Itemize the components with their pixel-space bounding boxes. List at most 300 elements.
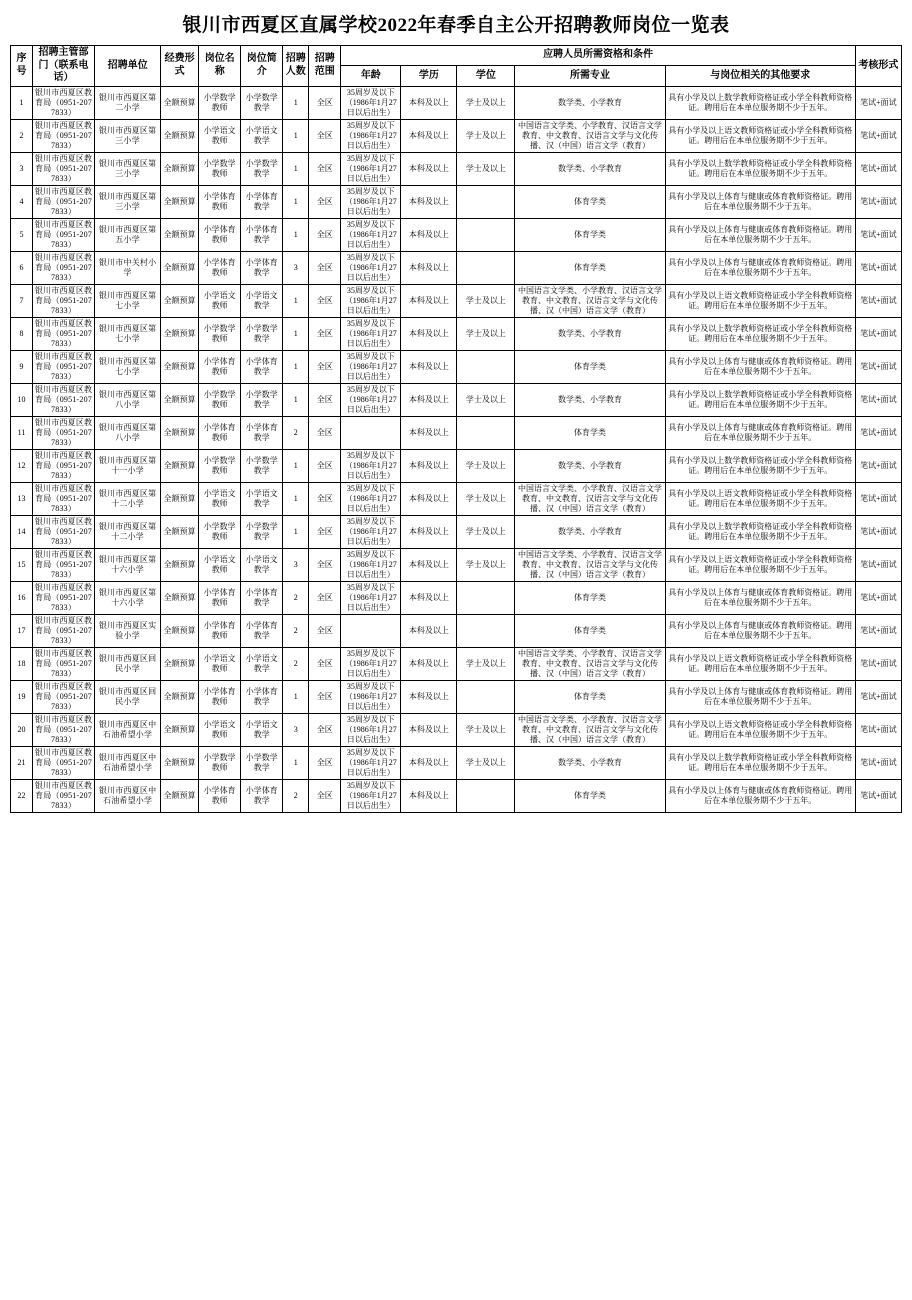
cell-unit: 银川市西夏区中石油希望小学 — [95, 713, 161, 746]
cell-degree — [457, 251, 515, 284]
cell-major: 数学类、小学教育 — [515, 383, 665, 416]
header-unit: 招聘单位 — [95, 46, 161, 87]
cell-num: 1 — [283, 350, 309, 383]
cell-post_brief: 小学体育教学 — [241, 416, 283, 449]
cell-post_name: 小学数学教师 — [199, 515, 241, 548]
cell-fund: 全额预算 — [161, 218, 199, 251]
cell-education: 本科及以上 — [401, 779, 457, 812]
cell-dept: 银川市西夏区教育局（0951-2077833） — [33, 416, 95, 449]
cell-education: 本科及以上 — [401, 218, 457, 251]
cell-scope: 全区 — [309, 647, 341, 680]
cell-post_brief: 小学体育教学 — [241, 185, 283, 218]
table-row — [11, 119, 902, 152]
cell-fund: 全额预算 — [161, 779, 199, 812]
cell-dept: 银川市西夏区教育局（0951-2077833） — [33, 350, 95, 383]
cell-dept: 银川市西夏区教育局（0951-2077833） — [33, 779, 95, 812]
cell-other: 具有小学及以上体育与健康或体育教师资格证。聘用后在本单位服务期不少于五年。 — [665, 350, 855, 383]
cell-unit: 银川市西夏区第二小学 — [95, 86, 161, 119]
cell-unit: 银川市西夏区第七小学 — [95, 317, 161, 350]
cell-post_brief: 小学语文教学 — [241, 647, 283, 680]
cell-scope: 全区 — [309, 746, 341, 779]
cell-num: 1 — [283, 152, 309, 185]
cell-scope: 全区 — [309, 119, 341, 152]
cell-num: 1 — [283, 317, 309, 350]
cell-num: 1 — [283, 746, 309, 779]
cell-exam: 笔试+面试 — [855, 119, 901, 152]
cell-post_name: 小学体育教师 — [199, 581, 241, 614]
cell-major: 体育学类 — [515, 218, 665, 251]
cell-degree: 学士及以上 — [457, 647, 515, 680]
cell-seq: 6 — [11, 251, 33, 284]
header-num: 招聘人数 — [283, 46, 309, 87]
cell-education: 本科及以上 — [401, 581, 457, 614]
cell-fund: 全额预算 — [161, 548, 199, 581]
table-row — [11, 581, 902, 614]
cell-fund: 全额预算 — [161, 746, 199, 779]
cell-degree: 学士及以上 — [457, 284, 515, 317]
cell-seq: 5 — [11, 218, 33, 251]
table-header — [11, 46, 902, 87]
cell-post_name: 小学体育教师 — [199, 416, 241, 449]
header-scope: 招聘范围 — [309, 46, 341, 87]
cell-scope: 全区 — [309, 317, 341, 350]
cell-education: 本科及以上 — [401, 284, 457, 317]
cell-education: 本科及以上 — [401, 152, 457, 185]
cell-age: 35周岁及以下（1986年1月27日以后出生） — [341, 152, 401, 185]
cell-age: 35周岁及以下（1986年1月27日以后出生） — [341, 647, 401, 680]
cell-fund: 全额预算 — [161, 383, 199, 416]
cell-exam: 笔试+面试 — [855, 350, 901, 383]
cell-degree: 学士及以上 — [457, 482, 515, 515]
cell-post_name: 小学体育教师 — [199, 218, 241, 251]
cell-post_brief: 小学语文教学 — [241, 284, 283, 317]
cell-scope: 全区 — [309, 614, 341, 647]
cell-post_name: 小学语文教师 — [199, 647, 241, 680]
cell-major: 体育学类 — [515, 251, 665, 284]
cell-degree — [457, 416, 515, 449]
cell-dept: 银川市西夏区教育局（0951-2077833） — [33, 515, 95, 548]
cell-age: 35周岁及以下（1986年1月27日以后出生） — [341, 449, 401, 482]
cell-scope: 全区 — [309, 416, 341, 449]
cell-degree — [457, 680, 515, 713]
cell-degree — [457, 350, 515, 383]
cell-fund: 全额预算 — [161, 482, 199, 515]
cell-num: 1 — [283, 515, 309, 548]
cell-exam: 笔试+面试 — [855, 86, 901, 119]
cell-age: 35周岁及以下（1986年1月27日以后出生） — [341, 713, 401, 746]
cell-degree — [457, 185, 515, 218]
cell-seq: 14 — [11, 515, 33, 548]
table-row — [11, 86, 902, 119]
cell-other: 具有小学及以上体育与健康或体育教师资格证。聘用后在本单位服务期不少于五年。 — [665, 614, 855, 647]
cell-post_brief: 小学数学教学 — [241, 383, 283, 416]
cell-seq: 21 — [11, 746, 33, 779]
cell-num: 2 — [283, 581, 309, 614]
cell-education: 本科及以上 — [401, 449, 457, 482]
cell-major: 中国语言文学类、小学教育、汉语言文学教育、中文教育、汉语言文学与文化传播、汉（中国）语言文学（教育） — [515, 119, 665, 152]
cell-degree — [457, 581, 515, 614]
cell-dept: 银川市西夏区教育局（0951-2077833） — [33, 482, 95, 515]
cell-post_name: 小学数学教师 — [199, 746, 241, 779]
cell-unit: 银川市西夏区第五小学 — [95, 218, 161, 251]
cell-education: 本科及以上 — [401, 647, 457, 680]
cell-fund: 全额预算 — [161, 614, 199, 647]
cell-exam: 笔试+面试 — [855, 251, 901, 284]
cell-other: 具有小学及以上数学教师资格证或小学全科教师资格证。聘用后在本单位服务期不少于五年。 — [665, 86, 855, 119]
header-education: 学历 — [401, 66, 457, 86]
cell-scope: 全区 — [309, 779, 341, 812]
cell-fund: 全额预算 — [161, 185, 199, 218]
header-other: 与岗位相关的其他要求 — [665, 66, 855, 86]
cell-major: 数学类、小学教育 — [515, 317, 665, 350]
table-row — [11, 548, 902, 581]
cell-degree: 学士及以上 — [457, 515, 515, 548]
cell-dept: 银川市西夏区教育局（0951-2077833） — [33, 317, 95, 350]
cell-fund: 全额预算 — [161, 515, 199, 548]
cell-dept: 银川市西夏区教育局（0951-2077833） — [33, 218, 95, 251]
cell-post_name: 小学数学教师 — [199, 449, 241, 482]
cell-post_brief: 小学体育教学 — [241, 581, 283, 614]
table-row — [11, 218, 902, 251]
cell-unit: 银川市西夏区第十六小学 — [95, 581, 161, 614]
cell-post_brief: 小学数学教学 — [241, 746, 283, 779]
cell-age: 35周岁及以下（1986年1月27日以后出生） — [341, 746, 401, 779]
cell-unit: 银川市西夏区第八小学 — [95, 416, 161, 449]
cell-fund: 全额预算 — [161, 317, 199, 350]
cell-education: 本科及以上 — [401, 185, 457, 218]
table-row — [11, 779, 902, 812]
cell-post_name: 小学语文教师 — [199, 482, 241, 515]
cell-unit: 银川市西夏区第八小学 — [95, 383, 161, 416]
cell-major: 中国语言文学类、小学教育、汉语言文学教育、中文教育、汉语言文学与文化传播、汉（中国）语言文学（教育） — [515, 284, 665, 317]
cell-post_name: 小学体育教师 — [199, 350, 241, 383]
cell-degree — [457, 218, 515, 251]
cell-fund: 全额预算 — [161, 680, 199, 713]
cell-other: 具有小学及以上体育与健康或体育教师资格证。聘用后在本单位服务期不少于五年。 — [665, 185, 855, 218]
cell-degree: 学士及以上 — [457, 119, 515, 152]
cell-other: 具有小学及以上数学教师资格证或小学全科教师资格证。聘用后在本单位服务期不少于五年。 — [665, 317, 855, 350]
cell-exam: 笔试+面试 — [855, 284, 901, 317]
cell-other: 具有小学及以上语文教师资格证或小学全科教师资格证。聘用后在本单位服务期不少于五年。 — [665, 284, 855, 317]
cell-age: 35周岁及以下（1986年1月27日以后出生） — [341, 581, 401, 614]
table-body — [11, 86, 902, 812]
cell-exam: 笔试+面试 — [855, 713, 901, 746]
header-seq: 序号 — [11, 46, 33, 87]
cell-scope: 全区 — [309, 152, 341, 185]
cell-degree — [457, 614, 515, 647]
cell-major: 体育学类 — [515, 680, 665, 713]
cell-age: 35周岁及以下（1986年1月27日以后出生） — [341, 548, 401, 581]
cell-other: 具有小学及以上数学教师资格证或小学全科教师资格证。聘用后在本单位服务期不少于五年。 — [665, 449, 855, 482]
cell-seq: 18 — [11, 647, 33, 680]
cell-seq: 22 — [11, 779, 33, 812]
cell-major: 数学类、小学教育 — [515, 746, 665, 779]
cell-unit: 银川市西夏区第十一小学 — [95, 449, 161, 482]
cell-seq: 8 — [11, 317, 33, 350]
cell-dept: 银川市西夏区教育局（0951-2077833） — [33, 86, 95, 119]
cell-education: 本科及以上 — [401, 548, 457, 581]
cell-num: 1 — [283, 482, 309, 515]
header-dept: 招聘主管部门（联系电话） — [33, 46, 95, 87]
cell-unit: 银川市西夏区第七小学 — [95, 350, 161, 383]
cell-post_name: 小学体育教师 — [199, 680, 241, 713]
cell-age: 35周岁及以下（1986年1月27日以后出生） — [341, 251, 401, 284]
header-exam: 考核形式 — [855, 46, 901, 87]
cell-other: 具有小学及以上数学教师资格证或小学全科教师资格证。聘用后在本单位服务期不少于五年。 — [665, 383, 855, 416]
cell-post_brief: 小学数学教学 — [241, 317, 283, 350]
cell-other: 具有小学及以上语文教师资格证或小学全科教师资格证。聘用后在本单位服务期不少于五年。 — [665, 713, 855, 746]
cell-scope: 全区 — [309, 581, 341, 614]
table-row — [11, 416, 902, 449]
cell-dept: 银川市西夏区教育局（0951-2077833） — [33, 449, 95, 482]
cell-education: 本科及以上 — [401, 317, 457, 350]
cell-education: 本科及以上 — [401, 86, 457, 119]
cell-num: 1 — [283, 383, 309, 416]
cell-age: 35周岁及以下（1986年1月27日以后出生） — [341, 317, 401, 350]
cell-exam: 笔试+面试 — [855, 515, 901, 548]
cell-num: 1 — [283, 218, 309, 251]
cell-post_brief: 小学语文教学 — [241, 119, 283, 152]
cell-post_brief: 小学数学教学 — [241, 152, 283, 185]
cell-age: 35周岁及以下（1986年1月27日以后出生） — [341, 779, 401, 812]
header-post-name: 岗位名称 — [199, 46, 241, 87]
table-row — [11, 515, 902, 548]
cell-exam: 笔试+面试 — [855, 482, 901, 515]
cell-degree: 学士及以上 — [457, 548, 515, 581]
cell-scope: 全区 — [309, 449, 341, 482]
cell-exam: 笔试+面试 — [855, 416, 901, 449]
header-major: 所需专业 — [515, 66, 665, 86]
cell-exam: 笔试+面试 — [855, 680, 901, 713]
cell-num: 1 — [283, 185, 309, 218]
cell-major: 体育学类 — [515, 350, 665, 383]
cell-scope: 全区 — [309, 515, 341, 548]
cell-dept: 银川市西夏区教育局（0951-2077833） — [33, 284, 95, 317]
cell-fund: 全额预算 — [161, 152, 199, 185]
cell-age — [341, 614, 401, 647]
cell-exam: 笔试+面试 — [855, 746, 901, 779]
cell-education: 本科及以上 — [401, 350, 457, 383]
cell-fund: 全额预算 — [161, 713, 199, 746]
cell-major: 体育学类 — [515, 779, 665, 812]
cell-num: 2 — [283, 647, 309, 680]
table-row — [11, 350, 902, 383]
cell-other: 具有小学及以上体育与健康或体育教师资格证。聘用后在本单位服务期不少于五年。 — [665, 218, 855, 251]
cell-unit: 银川市西夏区第三小学 — [95, 119, 161, 152]
cell-post_name: 小学数学教师 — [199, 383, 241, 416]
cell-education: 本科及以上 — [401, 713, 457, 746]
cell-education: 本科及以上 — [401, 515, 457, 548]
cell-post_name: 小学体育教师 — [199, 251, 241, 284]
cell-num: 3 — [283, 713, 309, 746]
header-row-1 — [11, 46, 902, 66]
page-title: 银川市西夏区直属学校2022年春季自主公开招聘教师岗位一览表 — [182, 15, 730, 36]
cell-num: 2 — [283, 779, 309, 812]
cell-post_name: 小学数学教师 — [199, 86, 241, 119]
cell-education: 本科及以上 — [401, 119, 457, 152]
cell-fund: 全额预算 — [161, 251, 199, 284]
cell-education: 本科及以上 — [401, 416, 457, 449]
cell-unit: 银川市西夏区回民小学 — [95, 680, 161, 713]
cell-num: 1 — [283, 86, 309, 119]
cell-num: 1 — [283, 680, 309, 713]
table-row — [11, 713, 902, 746]
table-row — [11, 251, 902, 284]
cell-education: 本科及以上 — [401, 746, 457, 779]
table-row — [11, 152, 902, 185]
cell-post_name: 小学语文教师 — [199, 119, 241, 152]
cell-post_name: 小学语文教师 — [199, 548, 241, 581]
cell-age: 35周岁及以下（1986年1月27日以后出生） — [341, 482, 401, 515]
cell-fund: 全额预算 — [161, 416, 199, 449]
cell-seq: 4 — [11, 185, 33, 218]
cell-seq: 7 — [11, 284, 33, 317]
cell-fund: 全额预算 — [161, 581, 199, 614]
cell-num: 1 — [283, 119, 309, 152]
cell-dept: 银川市西夏区教育局（0951-2077833） — [33, 647, 95, 680]
cell-education: 本科及以上 — [401, 680, 457, 713]
cell-scope: 全区 — [309, 350, 341, 383]
cell-age: 35周岁及以下（1986年1月27日以后出生） — [341, 185, 401, 218]
cell-dept: 银川市西夏区教育局（0951-2077833） — [33, 383, 95, 416]
cell-fund: 全额预算 — [161, 119, 199, 152]
cell-dept: 银川市西夏区教育局（0951-2077833） — [33, 119, 95, 152]
cell-degree: 学士及以上 — [457, 317, 515, 350]
cell-education: 本科及以上 — [401, 383, 457, 416]
table-row — [11, 680, 902, 713]
cell-post_brief: 小学体育教学 — [241, 350, 283, 383]
cell-unit: 银川市西夏区第七小学 — [95, 284, 161, 317]
header-fund: 经费形式 — [161, 46, 199, 87]
header-qualification-group: 应聘人员所需资格和条件 — [341, 46, 856, 66]
cell-scope: 全区 — [309, 383, 341, 416]
cell-age: 35周岁及以下（1986年1月27日以后出生） — [341, 515, 401, 548]
header-age: 年龄 — [341, 66, 401, 86]
cell-num: 1 — [283, 284, 309, 317]
cell-post_brief: 小学语文教学 — [241, 482, 283, 515]
cell-other: 具有小学及以上体育与健康或体育教师资格证。聘用后在本单位服务期不少于五年。 — [665, 779, 855, 812]
cell-education: 本科及以上 — [401, 251, 457, 284]
cell-age: 35周岁及以下（1986年1月27日以后出生） — [341, 86, 401, 119]
cell-major: 数学类、小学教育 — [515, 449, 665, 482]
cell-major: 数学类、小学教育 — [515, 515, 665, 548]
cell-major: 体育学类 — [515, 185, 665, 218]
cell-exam: 笔试+面试 — [855, 383, 901, 416]
cell-scope: 全区 — [309, 86, 341, 119]
recruitment-table — [10, 45, 902, 813]
cell-other: 具有小学及以上数学教师资格证或小学全科教师资格证。聘用后在本单位服务期不少于五年。 — [665, 515, 855, 548]
table-row — [11, 317, 902, 350]
cell-unit: 银川市西夏区回民小学 — [95, 647, 161, 680]
cell-education: 本科及以上 — [401, 614, 457, 647]
cell-scope: 全区 — [309, 482, 341, 515]
cell-other: 具有小学及以上体育与健康或体育教师资格证。聘用后在本单位服务期不少于五年。 — [665, 251, 855, 284]
cell-post_name: 小学体育教师 — [199, 614, 241, 647]
cell-age: 35周岁及以下（1986年1月27日以后出生） — [341, 350, 401, 383]
cell-other: 具有小学及以上数学教师资格证或小学全科教师资格证。聘用后在本单位服务期不少于五年。 — [665, 152, 855, 185]
cell-num: 3 — [283, 548, 309, 581]
table-row — [11, 746, 902, 779]
cell-fund: 全额预算 — [161, 284, 199, 317]
cell-unit: 银川市西夏区第十二小学 — [95, 515, 161, 548]
cell-seq: 17 — [11, 614, 33, 647]
cell-unit: 银川市西夏区第十六小学 — [95, 548, 161, 581]
cell-other: 具有小学及以上体育与健康或体育教师资格证。聘用后在本单位服务期不少于五年。 — [665, 416, 855, 449]
cell-exam: 笔试+面试 — [855, 449, 901, 482]
cell-exam: 笔试+面试 — [855, 614, 901, 647]
cell-dept: 银川市西夏区教育局（0951-2077833） — [33, 614, 95, 647]
cell-other: 具有小学及以上体育与健康或体育教师资格证。聘用后在本单位服务期不少于五年。 — [665, 680, 855, 713]
cell-major: 中国语言文学类、小学教育、汉语言文学教育、中文教育、汉语言文学与文化传播、汉（中国）语言文学（教育） — [515, 647, 665, 680]
cell-unit: 银川市西夏区中石油希望小学 — [95, 746, 161, 779]
cell-exam: 笔试+面试 — [855, 548, 901, 581]
cell-unit: 银川市西夏区实验小学 — [95, 614, 161, 647]
cell-fund: 全额预算 — [161, 86, 199, 119]
cell-scope: 全区 — [309, 548, 341, 581]
cell-age: 35周岁及以下（1986年1月27日以后出生） — [341, 680, 401, 713]
cell-exam: 笔试+面试 — [855, 647, 901, 680]
cell-degree: 学士及以上 — [457, 713, 515, 746]
cell-age: 35周岁及以下（1986年1月27日以后出生） — [341, 119, 401, 152]
cell-age — [341, 416, 401, 449]
cell-post_brief: 小学体育教学 — [241, 614, 283, 647]
cell-seq: 20 — [11, 713, 33, 746]
cell-dept: 银川市西夏区教育局（0951-2077833） — [33, 680, 95, 713]
cell-seq: 16 — [11, 581, 33, 614]
cell-exam: 笔试+面试 — [855, 185, 901, 218]
cell-unit: 银川市西夏区第三小学 — [95, 152, 161, 185]
cell-num: 2 — [283, 416, 309, 449]
cell-major: 体育学类 — [515, 581, 665, 614]
cell-unit: 银川市西夏区第三小学 — [95, 185, 161, 218]
cell-age: 35周岁及以下（1986年1月27日以后出生） — [341, 383, 401, 416]
cell-post_brief: 小学体育教学 — [241, 680, 283, 713]
cell-seq: 12 — [11, 449, 33, 482]
cell-post_brief: 小学体育教学 — [241, 218, 283, 251]
cell-post_brief: 小学语文教学 — [241, 713, 283, 746]
table-row — [11, 185, 902, 218]
cell-post_name: 小学数学教师 — [199, 317, 241, 350]
cell-dept: 银川市西夏区教育局（0951-2077833） — [33, 251, 95, 284]
cell-unit: 银川市西夏区第十二小学 — [95, 482, 161, 515]
cell-major: 体育学类 — [515, 416, 665, 449]
cell-scope: 全区 — [309, 185, 341, 218]
cell-dept: 银川市西夏区教育局（0951-2077833） — [33, 713, 95, 746]
cell-major: 数学类、小学教育 — [515, 152, 665, 185]
cell-dept: 银川市西夏区教育局（0951-2077833） — [33, 581, 95, 614]
cell-post_name: 小学语文教师 — [199, 713, 241, 746]
cell-other: 具有小学及以上语文教师资格证或小学全科教师资格证。聘用后在本单位服务期不少于五年。 — [665, 482, 855, 515]
cell-degree: 学士及以上 — [457, 746, 515, 779]
cell-other: 具有小学及以上语文教师资格证或小学全科教师资格证。聘用后在本单位服务期不少于五年。 — [665, 119, 855, 152]
cell-seq: 2 — [11, 119, 33, 152]
cell-post_name: 小学数学教师 — [199, 152, 241, 185]
cell-dept: 银川市西夏区教育局（0951-2077833） — [33, 548, 95, 581]
cell-seq: 1 — [11, 86, 33, 119]
cell-exam: 笔试+面试 — [855, 581, 901, 614]
table-row — [11, 449, 902, 482]
cell-scope: 全区 — [309, 680, 341, 713]
cell-seq: 15 — [11, 548, 33, 581]
cell-dept: 银川市西夏区教育局（0951-2077833） — [33, 152, 95, 185]
table-row — [11, 647, 902, 680]
cell-post_brief: 小学数学教学 — [241, 515, 283, 548]
cell-degree: 学士及以上 — [457, 152, 515, 185]
cell-seq: 3 — [11, 152, 33, 185]
cell-post_brief: 小学语文教学 — [241, 548, 283, 581]
cell-dept: 银川市西夏区教育局（0951-2077833） — [33, 746, 95, 779]
cell-seq: 9 — [11, 350, 33, 383]
